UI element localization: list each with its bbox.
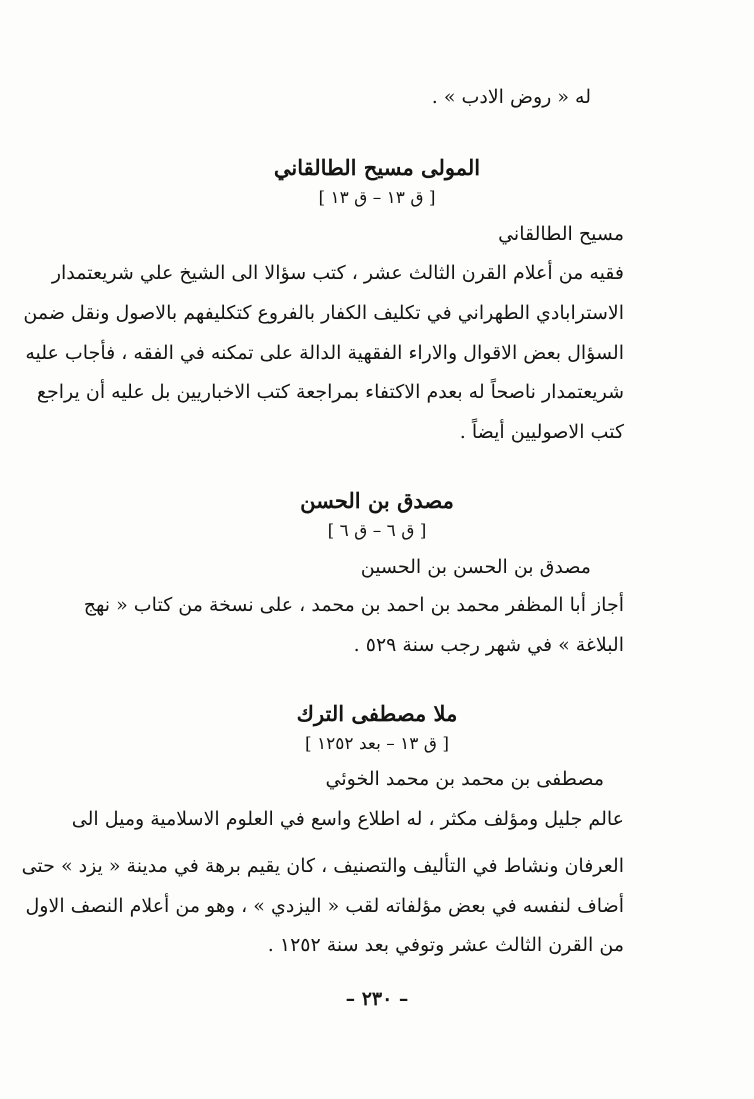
paragraph-line: كتب الاصوليين أيضاً .: [459, 421, 624, 443]
entry-name-line: مصدق بن الحسن بن الحسين: [360, 556, 591, 578]
entry-heading: المولى مسيح الطالقاني: [273, 155, 481, 180]
paragraph-line: أجاز أبا المظفر محمد بن احمد بن محمد ، على نسخة من كتاب « نهج: [83, 594, 624, 616]
entry-heading: ملا مصطفى الترك: [296, 701, 458, 726]
paragraph-line: شريعتمدار ناصحاً له بعدم الاكتفاء بمراجعة كتب الاخباريين بل عليه أن يراجع: [36, 381, 624, 403]
paragraph-line: البلاغة » في شهر رجب سنة ٥٢٩ .: [353, 634, 624, 656]
entry-heading: مصدق بن الحسن: [300, 488, 454, 513]
paragraph-line: العرفان ونشاط في التأليف والتصنيف ، كان يقيم برهة في مدينة « يزد » حتى: [21, 855, 624, 877]
paragraph-line: أضاف لنفسه في بعض مؤلفاته لقب « اليزدي » ، وهو من أعلام النصف الاول: [25, 895, 624, 917]
paragraph-line: من القرن الثالث عشر وتوفي بعد سنة ١٢٥٢ .: [267, 934, 624, 956]
entry-dates: [ ق ١٣ – بعد ١٢٥٢ ]: [304, 734, 450, 754]
paragraph-line: السؤال بعض الاقوال والاراء الفقهية الدالة على تمكنه في الفقه ، فأجاب عليه: [25, 342, 624, 364]
paragraph-line: الاسترابادي الطهراني في تكليف الكفار بالفروع كتكليفهم بالاصول ونقل ضمن: [23, 302, 624, 324]
paragraph-line: فقيه من أعلام القرن الثالث عشر ، كتب سؤالا الى الشيخ علي شريعتمدار: [51, 262, 624, 284]
page-number: – ٢٣٠ –: [345, 988, 409, 1010]
entry-name-line: مسيح الطالقاني: [498, 223, 624, 245]
paragraph-line: عالم جليل ومؤلف مكثر ، له اطلاع واسع في العلوم الاسلامية وميل الى: [71, 808, 624, 830]
entry-dates: [ ق ٦ – ق ٦ ]: [327, 521, 427, 541]
top-line: له « روض الادب » .: [431, 86, 591, 108]
entry-dates: [ ق ١٣ – ق ١٣ ]: [318, 188, 436, 208]
entry-name-line: مصطفى بن محمد بن محمد الخوئي: [325, 768, 604, 790]
